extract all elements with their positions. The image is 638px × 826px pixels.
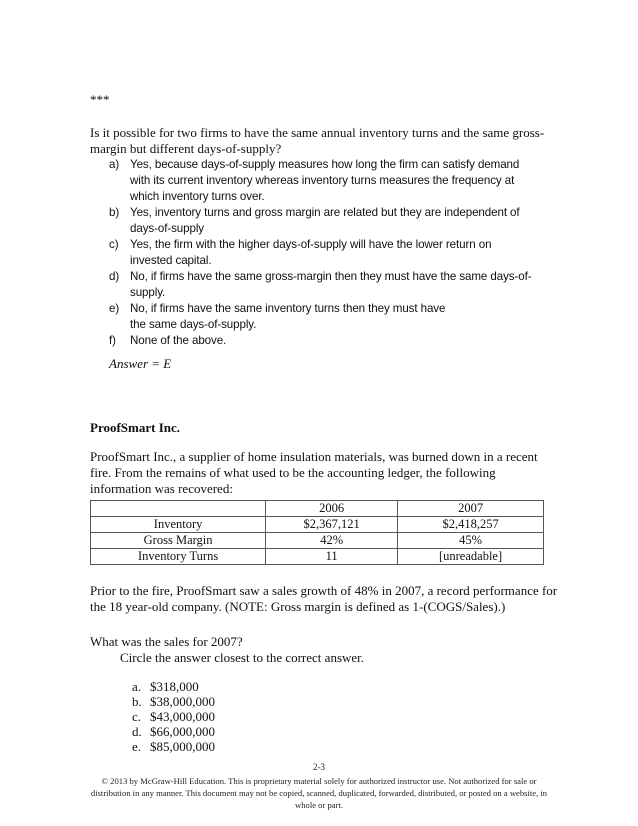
page-number: 2-3 [313,762,325,772]
choice-letter: a. [132,679,142,694]
option-text: None of the above. [130,334,227,347]
intro-line: information was recovered: [90,481,233,496]
option-letter: a) [109,158,120,171]
option-text: No, if firms have the same gross-margin then they must have the same days-of- [130,270,532,283]
table-row [91,517,544,533]
choice-value: $66,000,000 [150,724,215,739]
option-letter: c) [109,238,119,251]
intro-line: ProofSmart Inc., a supplier of home insulation materials, was burned down in a recent [90,449,538,464]
choice-letter: c. [132,709,142,724]
copyright-line: whole or part. [295,800,343,810]
option-text: supply. [130,286,166,299]
question-stem-line: margin but different days-of-supply? [90,141,282,156]
answer-text: Answer = E [109,356,172,371]
choice-value: $43,000,000 [150,709,215,724]
table-cell: Inventory Turns [91,549,266,565]
question-stem-line: Is it possible for two firms to have the same annual inventory turns and the same gross- [90,125,545,140]
table-cell: $2,367,121 [266,517,398,533]
choice-value: $38,000,000 [150,694,215,709]
option-text: with its current inventory whereas inventory turns measures the frequency at [130,174,515,187]
option-text: No, if firms have the same inventory turns then they must have [130,302,446,315]
choice-letter: e. [132,739,142,754]
copyright-line: © 2013 by McGraw-Hill Education. This is proprietary material solely for authorized instructor use. Not authorized for sale or [101,776,537,786]
option-letter: f) [109,334,116,347]
choice-value: $318,000 [150,679,199,694]
table-header-row [91,501,544,517]
intro-line: fire. From the remains of what used to be the accounting ledger, the following [90,465,496,480]
copyright-line: distribution in any manner. This document may not be copied, scanned, duplicated, forwarded, distributed, or posted on a website, in [90,788,548,798]
context-line: the 18 year-old company. (NOTE: Gross margin is defined as 1-(COGS/Sales).) [90,599,506,614]
table-cell: Gross Margin [91,533,266,549]
option-text: invested capital. [130,254,212,267]
question-text: What was the sales for 2007? [90,634,243,649]
option-text: days-of-supply [130,222,204,235]
ledger-table [90,500,544,565]
table-header-cell: 2006 [266,501,398,517]
table-cell: $2,418,257 [398,517,544,533]
section-title: ProofSmart Inc. [90,420,181,435]
choice-value: $85,000,000 [150,739,215,754]
option-letter: e) [109,302,120,315]
table-cell: Inventory [91,517,266,533]
table-cell: 45% [398,533,544,549]
option-text: the same days-of-supply. [130,318,257,331]
option-letter: d) [109,270,120,283]
option-text: Yes, inventory turns and gross margin are related but they are independent of [130,206,520,219]
table-header-cell: 2007 [398,501,544,517]
table-cell: 11 [266,549,398,565]
choice-letter: d. [132,724,142,739]
table-cell: 42% [266,533,398,549]
table-row [91,549,544,565]
option-letter: b) [109,206,120,219]
table-header-cell [91,501,266,517]
option-text: Yes, because days-of-supply measures how long the firm can satisfy demand [130,158,520,171]
option-text: Yes, the firm with the higher days-of-supply will have the lower return on [130,238,492,251]
separator-text: *** [90,92,110,107]
context-line: Prior to the fire, ProofSmart saw a sales growth of 48% in 2007, a record performance for [90,583,558,598]
choice-letter: b. [132,694,142,709]
table-row [91,533,544,549]
table-cell: [unreadable] [398,549,544,565]
instruction-text: Circle the answer closest to the correct answer. [120,650,365,665]
option-text: which inventory turns over. [130,190,265,203]
